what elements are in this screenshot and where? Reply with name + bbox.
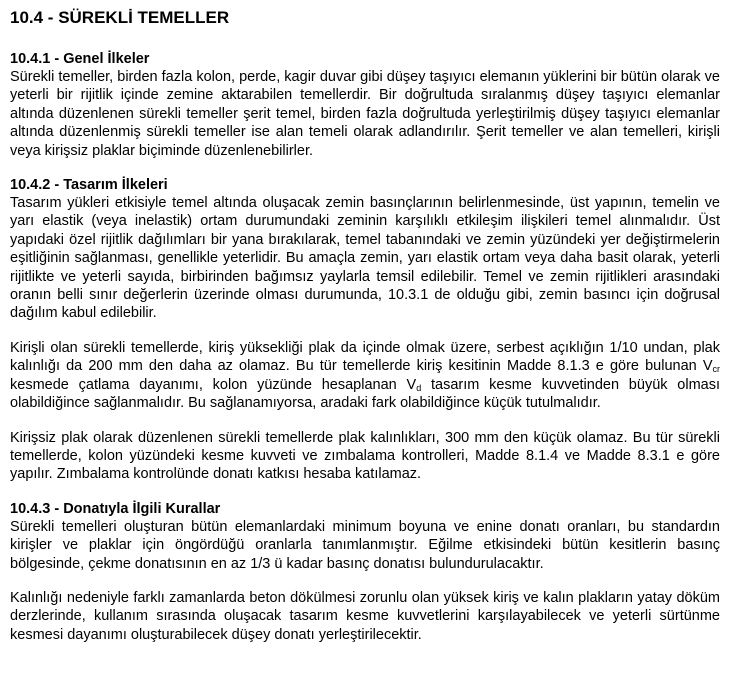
- spacer: [10, 573, 720, 589]
- paragraph-with-subscripts: [10, 339, 720, 413]
- paragraph: Kalınlığı nedeniyle farklı zamanlarda beton dökülmesi zorunlu olan yüksek kiriş ve kalın plakların yatay döküm derzlerinde, kullanım sırasında oluşacak tasarım kesme kuvvetlerini karşılayabilecek ve yeterli sürtünme kesmesi dayanımı oluşturabilecek düşey donatı yerleştirilecektir.: [10, 589, 720, 643]
- spacer: [10, 323, 720, 339]
- section-heading-general: 10.4.1 - Genel İlkeler: [10, 51, 150, 67]
- paragraph: Tasarım yükleri etkisiyle temel altında oluşacak zemin basınçlarının belirlenmesinde, üst yapının, temelin ve yarı elastik (veya inelastik) ortam durumundaki zeminin karşılıklı etkileşim ilişkileri temel alınmalıdır. Üst yapıdaki özel rijitlik dağılımları bir yana bırakılarak, temel tabanındaki ve zemin yüzündeki yer değiştirmelerin eşitliğinin sağlanması, genellikle yeterlidir. Bu amaçla zemin, yarı elastik ortam veya daha basit olarak, yeterli rijitlikte ve yeterli sayıda, birbirinden bağımsız yaylarla temsil edilebilir. Temel ve zemin rijitlikleri arasındaki oranın belli sınır değerlerin üzerinde olması durumunda, 10.3.1 de olduğu gibi, zemin basıncı için doğrusal dağılım kabul edilebilir.: [10, 195, 720, 322]
- document-page: [10, 8, 720, 644]
- subscript-cr: cr: [712, 364, 720, 375]
- subscript-d: d: [416, 382, 422, 393]
- text-run: Kirişli olan sürekli temellerde, kiriş yüksekliği plak da içinde olmak üzere, serbest açıklığın 1/10 undan, plak kalınlığı da 200 mm den daha az olamaz. Bu tür temellerde kiriş kesitinin Madde 8.1.3 e göre bulunan V: [10, 339, 720, 375]
- spacer: [10, 413, 720, 429]
- paragraph: Sürekli temelleri oluşturan bütün elemanlardaki minimum boyuna ve enine donatı oranları, bu standardın kirişler ve plaklar için öngördüğü oranlarla tanımlanmıştır. Eğilme etkisindeki bütün kesitlerin basınç bölgesinde, çekme donatısının en az 1/3 ü kadar basınç donatısı bulundurulacaktır.: [10, 518, 720, 572]
- spacer: [10, 160, 720, 176]
- section-heading-reinforcement: 10.4.3 - Donatıyla İlgili Kurallar: [10, 500, 221, 517]
- section-heading-design: 10.4.2 - Tasarım İlkeleri: [10, 177, 168, 194]
- spacer: [10, 484, 720, 500]
- page-title: 10.4 - SÜREKLİ TEMELLER: [10, 8, 230, 27]
- text-run: tasarım kesme kuvvetinden büyük olması olabildiğince sağlanmalıdır. Bu sağlanamıyorsa, aradaki fark olabildiğince küçük tutulmalıdır.: [10, 376, 721, 412]
- text-run: kesmede çatlama dayanımı, kolon yüzünde hesaplanan V: [10, 376, 417, 393]
- paragraph: Kirişsiz plak olarak düzenlenen sürekli temellerde plak kalınlıkları, 300 mm den küçük olamaz. Bu tür sürekli temellerde, kolon yüzündeki kesme kuvveti ve zımbalama kontrolleri, Madde 8.1.4 ve Madde 8.3.1 e göre yapılır. Zımbalama kontrolünde donatı katkısı hesaba katılamaz.: [10, 429, 720, 483]
- paragraph: Sürekli temeller, birden fazla kolon, perde, kagir duvar gibi düşey taşıyıcı elemanın yüklerini bir bütün olarak ve yeterli bir rijitlik içinde zemine aktarabilen temellerdir. Bir doğrultuda sıralanmış düşey taşıyıcı elemanlar altında düzenlenen sürekli temeller şerit temel, birden fazla doğrultuda yerleştirilmiş düşey taşıyıcı elemanlar altında düzenlenmiş sürekli temeller ise alan temeli olarak adlandırılır. Şerit temeller ve alan temelleri, kirişli veya kirişsiz plaklar biçiminde düzenlenebilirler.: [10, 69, 720, 159]
